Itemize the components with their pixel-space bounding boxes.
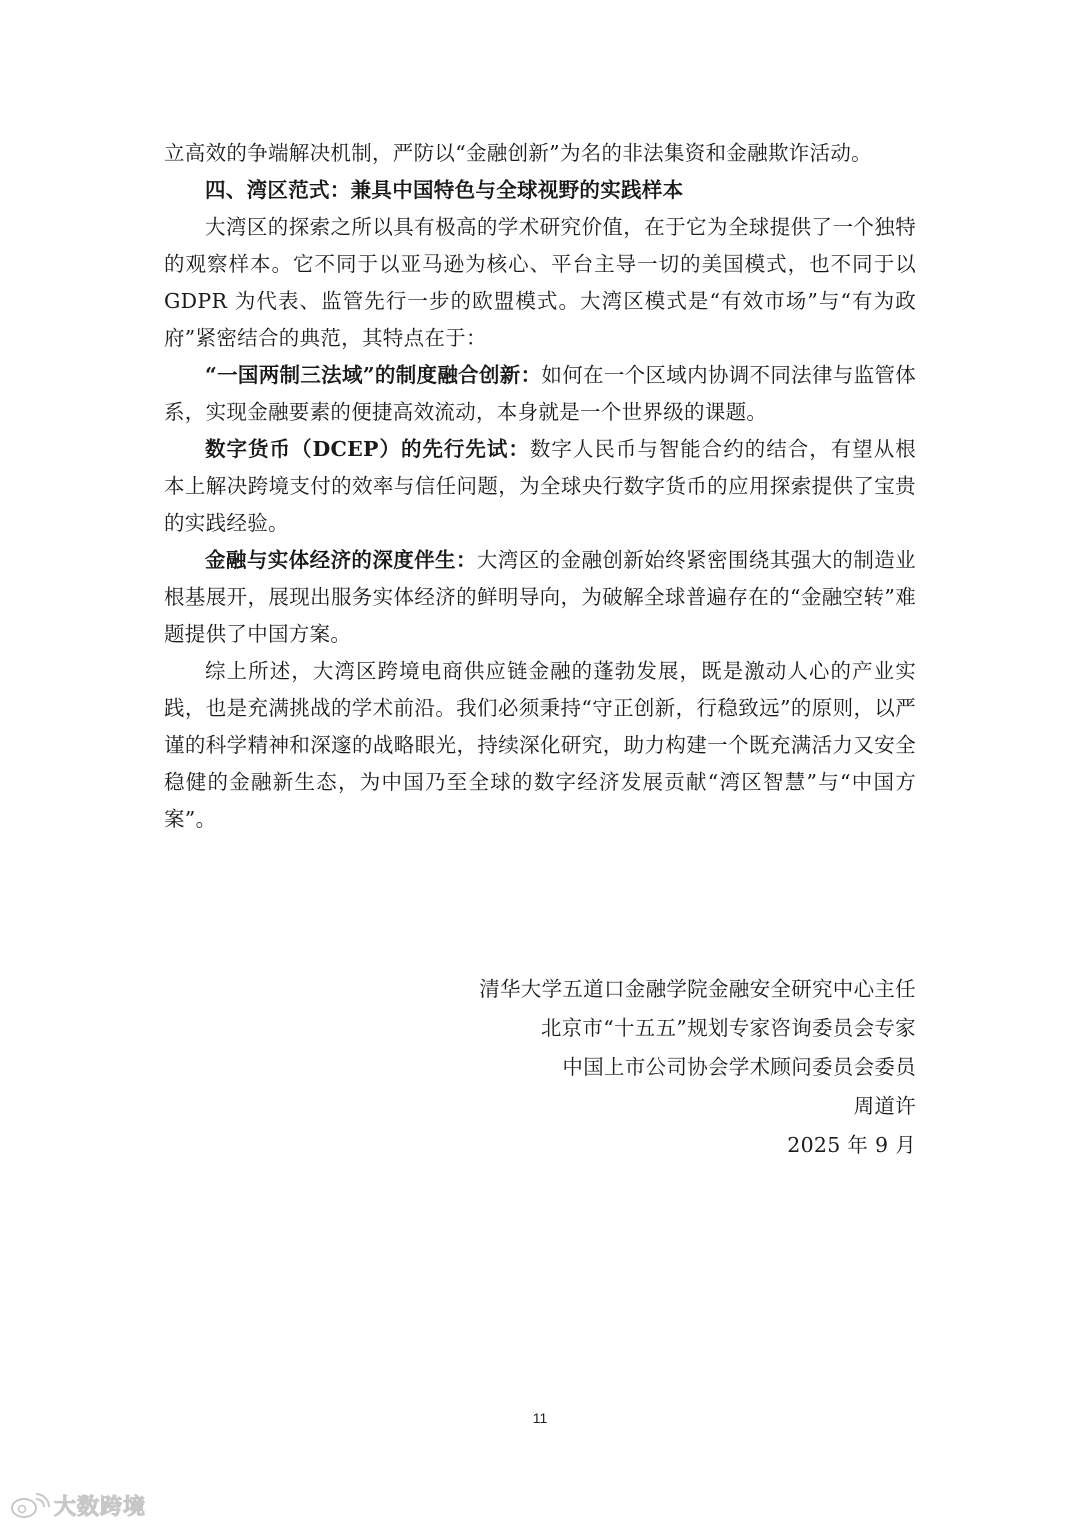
point-lead-1: “一国两制三法域”的制度融合创新：: [205, 363, 542, 387]
point-body-2: 数字人民币与智能合约的结合，有望从根本上解决跨境支付的效率与信任问题，为全球央行数字货币的应用探索提供了宝贵的实践经验。: [164, 437, 916, 535]
section-heading: 四、湾区范式：兼具中国特色与全球视野的实践样本: [205, 178, 684, 202]
signature-name: 周道许: [853, 1094, 916, 1118]
weibo-logo-icon: [10, 1493, 50, 1519]
signature-title-1: 清华大学五道口金融学院金融安全研究中心主任: [479, 977, 916, 1001]
intro-paragraph: 大湾区的探索之所以具有极高的学术研究价值，在于它为全球提供了一个独特的观察样本。它不同于以亚马逊为核心、平台主导一切的美国模式，也不同于以 GDPR 为代表、监管先行一步的欧盟模式。大湾区模式是“有效市场”与“有为政府”紧密结合的典范，其特点在于：: [164, 215, 916, 350]
watermark-text: 大数跨境: [54, 1495, 147, 1520]
point-lead-2: 数字货币（DCEP）的先行先试：: [205, 437, 530, 461]
point-body-1: 如何在一个区域内协调不同法律与监管体系，实现金融要素的便捷高效流动，本身就是一个世界级的课题。: [164, 363, 916, 424]
signature-date: 2025 年 9 月: [787, 1133, 916, 1157]
signature-title-3: 中国上市公司协会学术顾问委员会委员: [562, 1055, 916, 1079]
body-text: [164, 135, 916, 838]
point-body-3: 大湾区的金融创新始终紧密围绕其强大的制造业根基展开，展现出服务实体经济的鲜明导向，为破解全球普遍存在的“金融空转”难题提供了中国方案。: [164, 548, 916, 646]
signature-title-2: 北京市“十五五”规划专家咨询委员会专家: [540, 1016, 916, 1040]
point-lead-3: 金融与实体经济的深度伴生：: [205, 548, 477, 572]
continuation-paragraph: 立高效的争端解决机制，严防以“金融创新”为名的非法集资和金融欺诈活动。: [164, 141, 872, 165]
watermark: [10, 1490, 146, 1521]
point-paragraph-3: [164, 542, 916, 653]
conclusion-paragraph: 综上所述，大湾区跨境电商供应链金融的蓬勃发展，既是激动人心的产业实践，也是充满挑战的学术前沿。我们必须秉持“守正创新，行稳致远”的原则，以严谨的科学精神和深邃的战略眼光，持续深化研究，助力构建一个既充满活力又安全稳健的金融新生态，为中国乃至全球的数字经济发展贡献“湾区智慧”与“中国方案”。: [164, 659, 916, 831]
point-paragraph-2: [164, 431, 916, 542]
signature-block: [479, 970, 916, 1165]
point-paragraph-1: [164, 357, 916, 431]
page-number: 11: [532, 1410, 548, 1426]
